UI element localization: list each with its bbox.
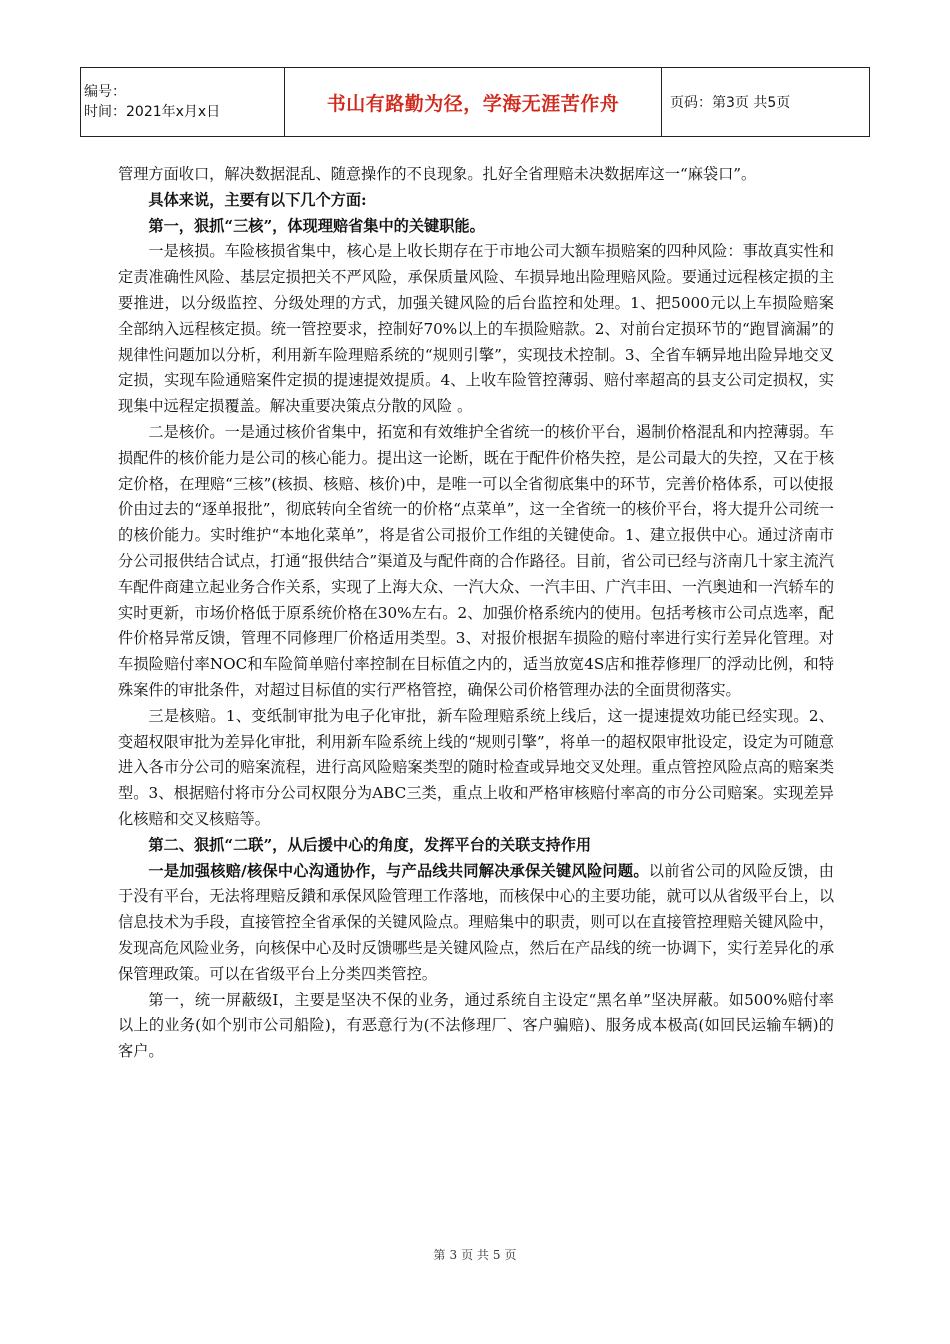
paragraph-heading: 第二、狠抓“二联”，从后援中心的角度，发挥平台的关联支持作用 <box>148 835 592 854</box>
footer-page-number: 3 <box>449 1248 458 1262</box>
paragraph: 一是核损。车险核损省集中，核心是上收长期存在于市地公司大额车损赔案的四种风险：事故真实性和定责准确性风险、基层定损把关不严风险，承保质量风险、车损异地出险理赔风险。要通过远程核定损的主要推进，以分级监控、分级处理的方式，加强关键风险的后台监控和处理。1、把5000元以上车损险赔案全部纳入远程核定损。统一管控要求，控制好70%以上的车损险赔款。2、对前台定损环节的“跑冒滴漏”的规律性问题加以分析，利用新车险理赔系统的“规则引擎”，实现技术控制。3、全省车辆异地出险异地交叉定损，实现车险通赔案件定损的提速提效提质。4、上收车险管控薄弱、赔付率超高的县支公司定损权，实现集中远程定损覆盖。解决重要决策点分散的风险 。 <box>118 242 834 416</box>
paragraph: 三是核赔。1、变纸制审批为电子化审批，新车险理赔系统上线后，这一提速提效功能已经实现。2、变超权限审批为差异化审批，利用新车险系统上线的“规则引擎”，将单一的超权限审批设定，设定为可随意进入各市分公司的赔案流程，进行高风险赔案类型的随时检查或异地交叉处理。重点管控风险点高的赔案类型。3、根据赔付将市分公司权限分为ABC三类，重点上收和严格审核赔付率高的市分公司赔案。实现差异化核赔和交叉核赔等。 <box>118 706 834 828</box>
document-body <box>118 162 834 1065</box>
paragraph-heading: 第一，狠抓“三核”，体现理赔省集中的关键职能。 <box>148 216 485 235</box>
header-time-label: 时间：2021年x月x日 <box>84 104 221 120</box>
page-footer <box>0 1246 950 1263</box>
footer-prefix: 第 <box>433 1248 446 1262</box>
header-motto: 书山有路勤为径，学海无涯苦作舟 <box>285 68 662 137</box>
header-meta-cell <box>81 68 285 137</box>
paragraph <box>118 859 834 988</box>
header-page-label: 页码：第3页 共5页 <box>662 68 870 137</box>
document-header <box>80 67 870 137</box>
paragraph: 管理方面收口，解决数据混乱、随意操作的不良现象。扎好全省理赔未决数据库这一“麻袋口”。 <box>118 165 757 183</box>
paragraph-lead: 一是加强核赔/核保中心沟通协作，与产品线共同解决承保关键风险问题。 <box>148 861 649 880</box>
paragraph-rest: 以前省公司的风险反馈，由于没有平台，无法将理赔反鐀和承保风险管理工作落地，而核保中心的主要功能，就可以从省级平台上，以信息技术为手段，直接管控全省承保的关键风险点。理赔集中的职责，则可以在直接管控理赔关键风险中，发现高危风险业务，向核保中心及时反馈哪些是关键风险点，然后在产品线的统一协调下，实行差异化的承保管理政策。可以在省级平台上分类四类管控。 <box>118 861 834 983</box>
header-number-label: 编号： <box>84 84 126 100</box>
footer-suffix: 页 <box>504 1248 517 1262</box>
footer-middle: 页 共 <box>461 1248 489 1262</box>
footer-total-pages: 5 <box>492 1248 501 1262</box>
paragraph-heading: 具体来说，主要有以下几个方面: <box>148 190 367 209</box>
paragraph: 第一，统一屏蔽级Ⅰ，主要是坚决不保的业务，通过系统自主设定“黑名单”坚决屏蔽。如500%赔付率以上的业务(如个别市公司船险)，有恶意行为(不法修理厂、客户骗赔)、服务成本极高(如回民运输车辆)的客户。 <box>118 990 834 1061</box>
paragraph: 二是核价。一是通过核价省集中，拓宽和有效维护全省统一的核价平台，遏制价格混乱和内控薄弱。车损配件的核价能力是公司的核心能力。提出这一论断，既在于配件价格失控，是公司最大的失控，又在于核定价格，在理赔“三核”(核损、核赔、核价)中，是唯一可以全省彻底集中的环节，完善价格体系，可以使报价由过去的“逐单报批”，彻底转向全省统一的价格“点菜单”，这一全省统一的核价平台，将大提升公司统一的核价能力。实时维护“本地化菜单”，将是省公司报价工作组的关键使命。1、建立报供中心。通过济南市分公司报供结合试点，打通“报供结合”渠道及与配件商的合作路径。目前，省公司已经与济南几十家主流汽车配件商建立起业务合作关系，实现了上海大众、一汽大众、一汽丰田、广汽丰田、一汽奥迪和一汽轿车的实时更新，市场价格低于原系统价格在30%左右。2、加强价格系统内的使用。包括考核市公司点选率，配件价格异常反馈，管理不同修理厂价格适用类型。3、对报价根据车损险的赔付率进行实行差异化管理。对车损险赔付率NOC和车险简单赔付率控制在目标值之内的，适当放宽4S店和推荐修理厂的浮动比例，和特殊案件的审批条件，对超过目标值的实行严格管控，确保公司价格管理办法的全面贯彻落实。 <box>118 422 834 699</box>
